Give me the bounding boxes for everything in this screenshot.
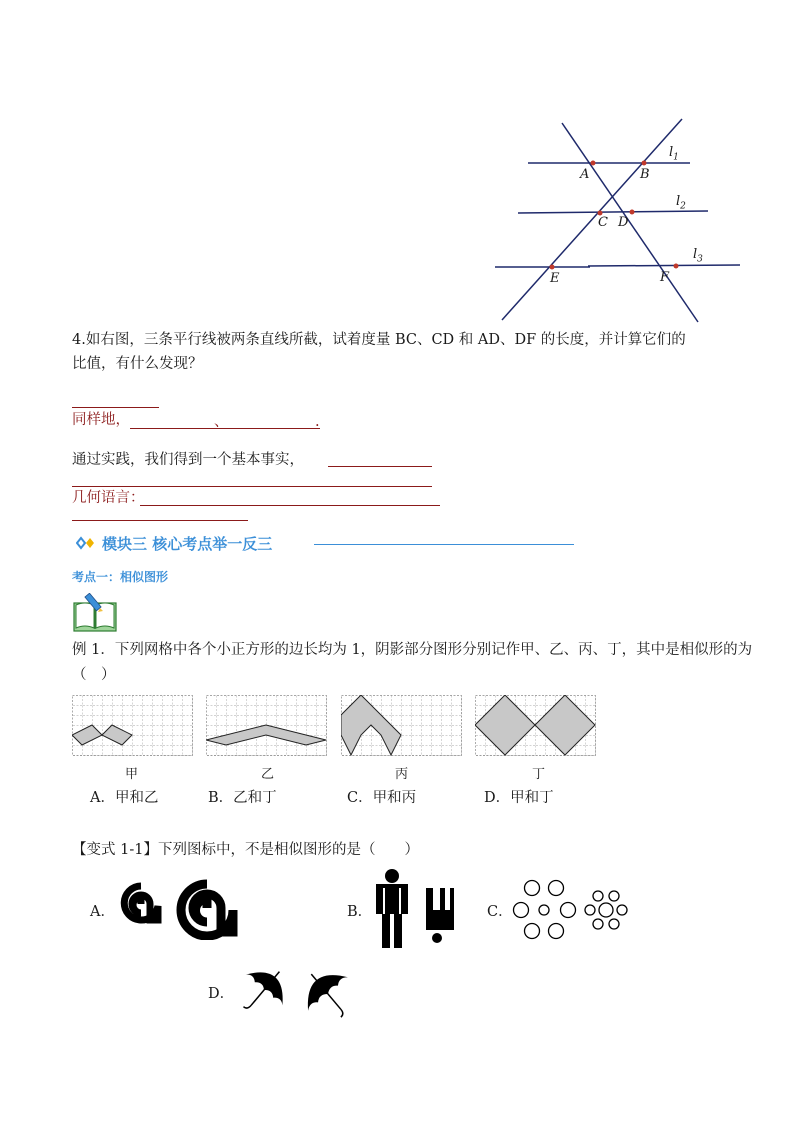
module-title: 模块三 核心考点举一反三 bbox=[102, 535, 273, 553]
label-E: E bbox=[550, 271, 560, 286]
geometry-label: 几何语言： bbox=[72, 490, 145, 506]
variant1-stem: 【变式 1-1】下列图标中，不是相似图形的是（ ） bbox=[72, 842, 419, 858]
question4-line1: 4.如右图，三条平行线被两条直线所截，试着度量 BC、CD 和 AD、DF 的长度，并计算它们的 bbox=[72, 332, 686, 348]
person-icons bbox=[372, 868, 458, 956]
variant-option-c[interactable]: C． bbox=[487, 904, 513, 920]
parallel-lines-figure bbox=[490, 115, 750, 325]
grid-jia bbox=[72, 695, 193, 756]
blank-line bbox=[72, 486, 432, 487]
umbrella-icons bbox=[234, 962, 358, 1026]
grid-bing bbox=[341, 695, 462, 756]
caption-jia: 甲 bbox=[125, 767, 139, 782]
grid-ding bbox=[475, 695, 596, 756]
practice-line: 通过实践，我们得到一个基本事实， bbox=[72, 452, 304, 468]
caption-ding: 丁 bbox=[532, 767, 546, 782]
variant-option-b[interactable]: B． bbox=[347, 904, 373, 920]
blank-line bbox=[72, 520, 248, 521]
swirl-icons bbox=[117, 878, 247, 944]
option-c[interactable]: C．甲和丙 bbox=[347, 790, 417, 806]
blank-line bbox=[140, 505, 440, 506]
label-l3: $l_3$ bbox=[693, 247, 703, 265]
label-F: F bbox=[660, 270, 670, 285]
caption-yi: 乙 bbox=[261, 767, 275, 782]
blank-line bbox=[72, 407, 159, 408]
label-C: C bbox=[598, 215, 608, 230]
option-a[interactable]: A．甲和乙 bbox=[90, 790, 159, 806]
grid-yi bbox=[206, 695, 327, 756]
module-divider bbox=[314, 544, 574, 545]
blank-line bbox=[328, 466, 432, 467]
label-D: D bbox=[618, 215, 629, 230]
label-l2: $l_2$ bbox=[676, 194, 686, 212]
diamond-icon bbox=[76, 536, 98, 554]
question4-line2: 比值，有什么发现？ bbox=[72, 356, 203, 372]
option-d[interactable]: D．甲和丁 bbox=[484, 790, 554, 806]
label-A: A bbox=[580, 167, 590, 182]
dot-separator: 、 bbox=[214, 414, 229, 430]
book-icon bbox=[72, 593, 118, 637]
example1-paren: （ ） bbox=[72, 667, 116, 683]
label-l1: $l_1$ bbox=[669, 145, 679, 163]
module-header bbox=[76, 533, 576, 555]
caption-bing: 丙 bbox=[395, 767, 409, 782]
period: . bbox=[315, 414, 320, 430]
variant-option-d[interactable]: D． bbox=[208, 986, 235, 1002]
variant-option-a[interactable]: A． bbox=[90, 904, 115, 920]
similarly-label: 同样地， bbox=[72, 412, 130, 428]
label-B: B bbox=[640, 167, 650, 182]
circle-icons bbox=[512, 878, 634, 946]
option-b[interactable]: B．乙和丁 bbox=[208, 790, 277, 806]
kaodian-title: 考点一：相似图形 bbox=[72, 570, 169, 584]
example1-stem: 例 1．下列网格中各个小正方形的边长均为 1，阴影部分图形分别记作甲、乙、丙、丁，其中是相似形的为 bbox=[72, 642, 753, 658]
